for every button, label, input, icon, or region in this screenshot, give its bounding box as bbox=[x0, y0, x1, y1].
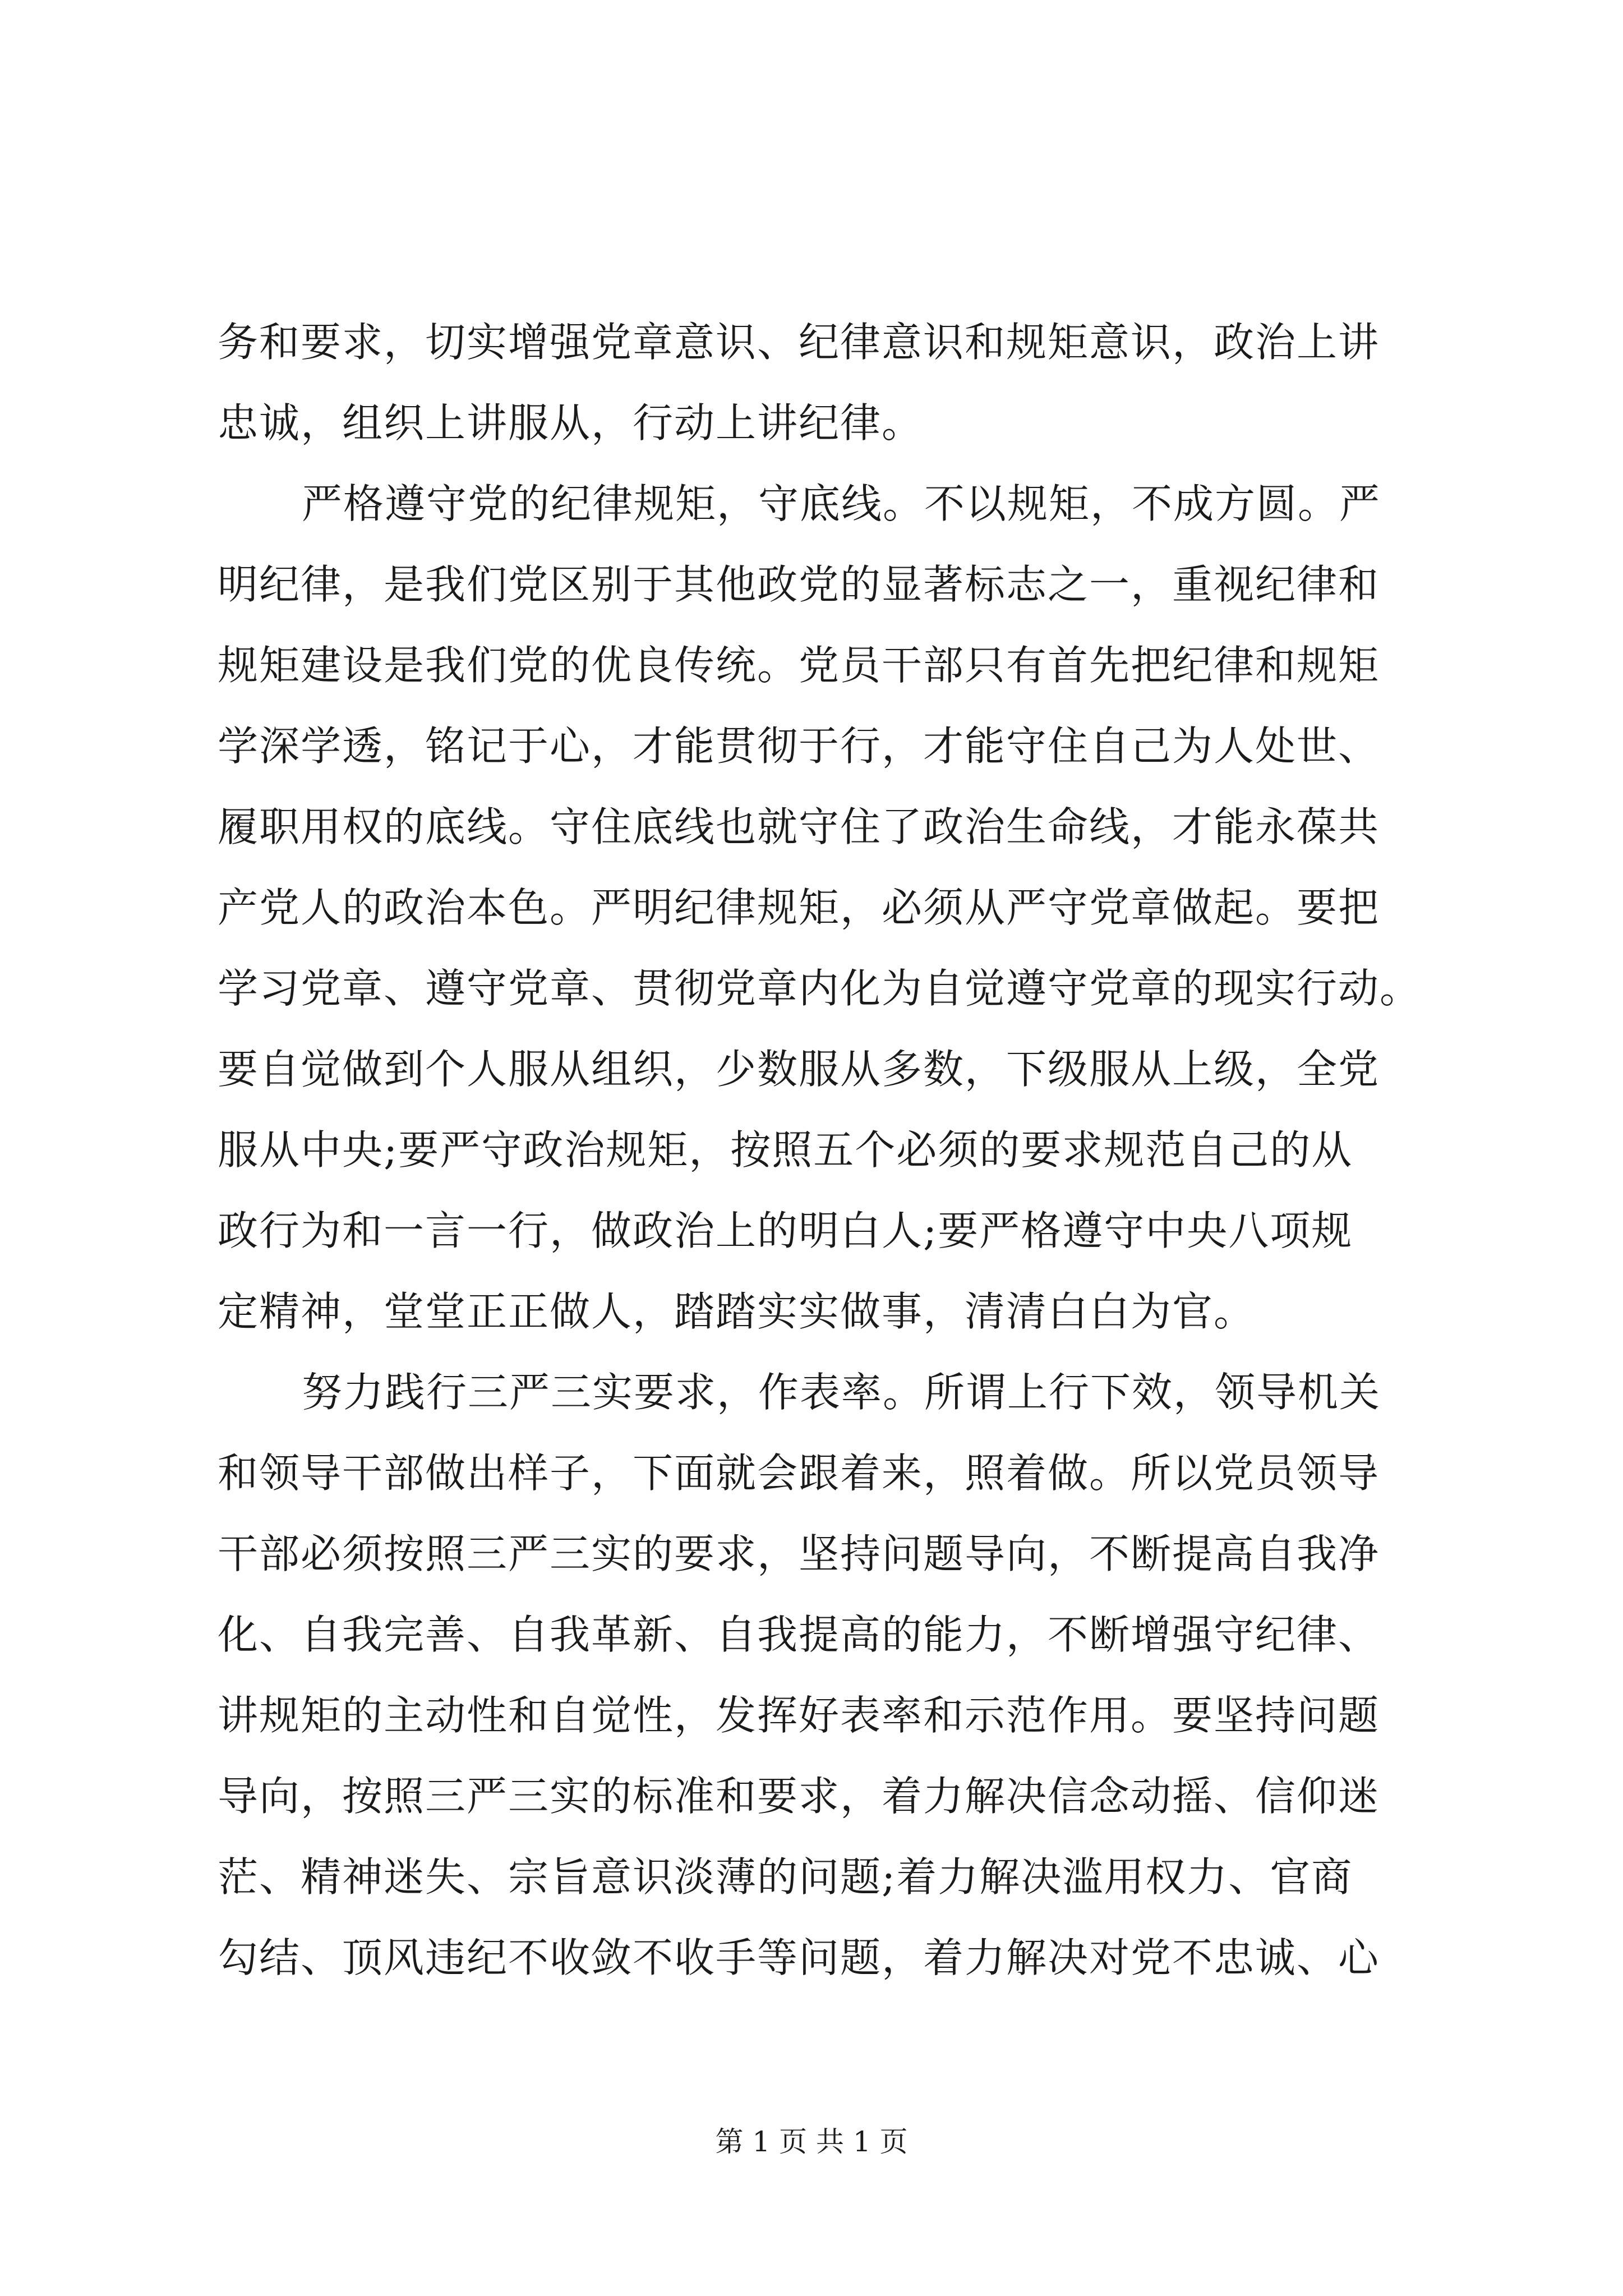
text-line: 定精神，堂堂正正做人，踏踏实实做事，清清白白为官。 bbox=[218, 1288, 1256, 1335]
text-line: 规矩建设是我们党的优良传统。党员干部只有首先把纪律和规矩 bbox=[218, 642, 1380, 689]
text-line: 务和要求，切实增强党章意识、纪律意识和规矩意识，政治上讲 bbox=[218, 319, 1380, 366]
document-body bbox=[218, 302, 1422, 1998]
text-line: 讲规矩的主动性和自觉性，发挥好表率和示范作用。要坚持问题 bbox=[218, 1692, 1380, 1739]
text-line: 勾结、顶风违纪不收敛不收手等问题，着力解决对党不忠诚、心 bbox=[218, 1934, 1380, 1981]
text-line: 导向，按照三严三实的标准和要求，着力解决信念动摇、信仰迷 bbox=[218, 1773, 1380, 1820]
page-number-footer: 第 1 页 共 1 页 bbox=[715, 2125, 908, 2158]
text-line: 履职用权的底线。守住底线也就守住了政治生命线，才能永葆共 bbox=[218, 803, 1380, 850]
text-line: 学习党章、遵守党章、贯彻党章内化为自觉遵守党章的现实行动。 bbox=[218, 965, 1422, 1012]
text-line: 产党人的政治本色。严明纪律规矩，必须从严守党章做起。要把 bbox=[218, 884, 1380, 931]
paragraph-start-line: 严格遵守党的纪律规矩，守底线。不以规矩，不成方圆。严 bbox=[302, 480, 1381, 527]
text-line: 服从中央;要严守政治规矩，按照五个必须的要求规范自己的从 bbox=[218, 1126, 1353, 1174]
text-line: 明纪律，是我们党区别于其他政党的显著标志之一，重视纪律和 bbox=[218, 561, 1380, 608]
text-line: 和领导干部做出样子，下面就会跟着来，照着做。所以党员领导 bbox=[218, 1450, 1380, 1497]
text-line: 化、自我完善、自我革新、自我提高的能力，不断增强守纪律、 bbox=[218, 1611, 1380, 1658]
text-line: 学深学透，铭记于心，才能贯彻于行，才能守住自己为人处世、 bbox=[218, 723, 1380, 770]
text-line: 要自觉做到个人服从组织，少数服从多数，下级服从上级，全党 bbox=[218, 1046, 1380, 1093]
text-line: 干部必须按照三严三实的要求，坚持问题导向，不断提高自我净 bbox=[218, 1530, 1380, 1577]
paragraph-start-line: 努力践行三严三实要求，作表率。所谓上行下效，领导机关 bbox=[302, 1369, 1381, 1416]
text-line: 茫、精神迷失、宗旨意识淡薄的问题;着力解决滥用权力、官商 bbox=[218, 1853, 1353, 1901]
text-line: 忠诚，组织上讲服从，行动上讲纪律。 bbox=[218, 399, 924, 447]
text-line: 政行为和一言一行，做政治上的明白人;要严格遵守中央八项规 bbox=[218, 1207, 1353, 1254]
